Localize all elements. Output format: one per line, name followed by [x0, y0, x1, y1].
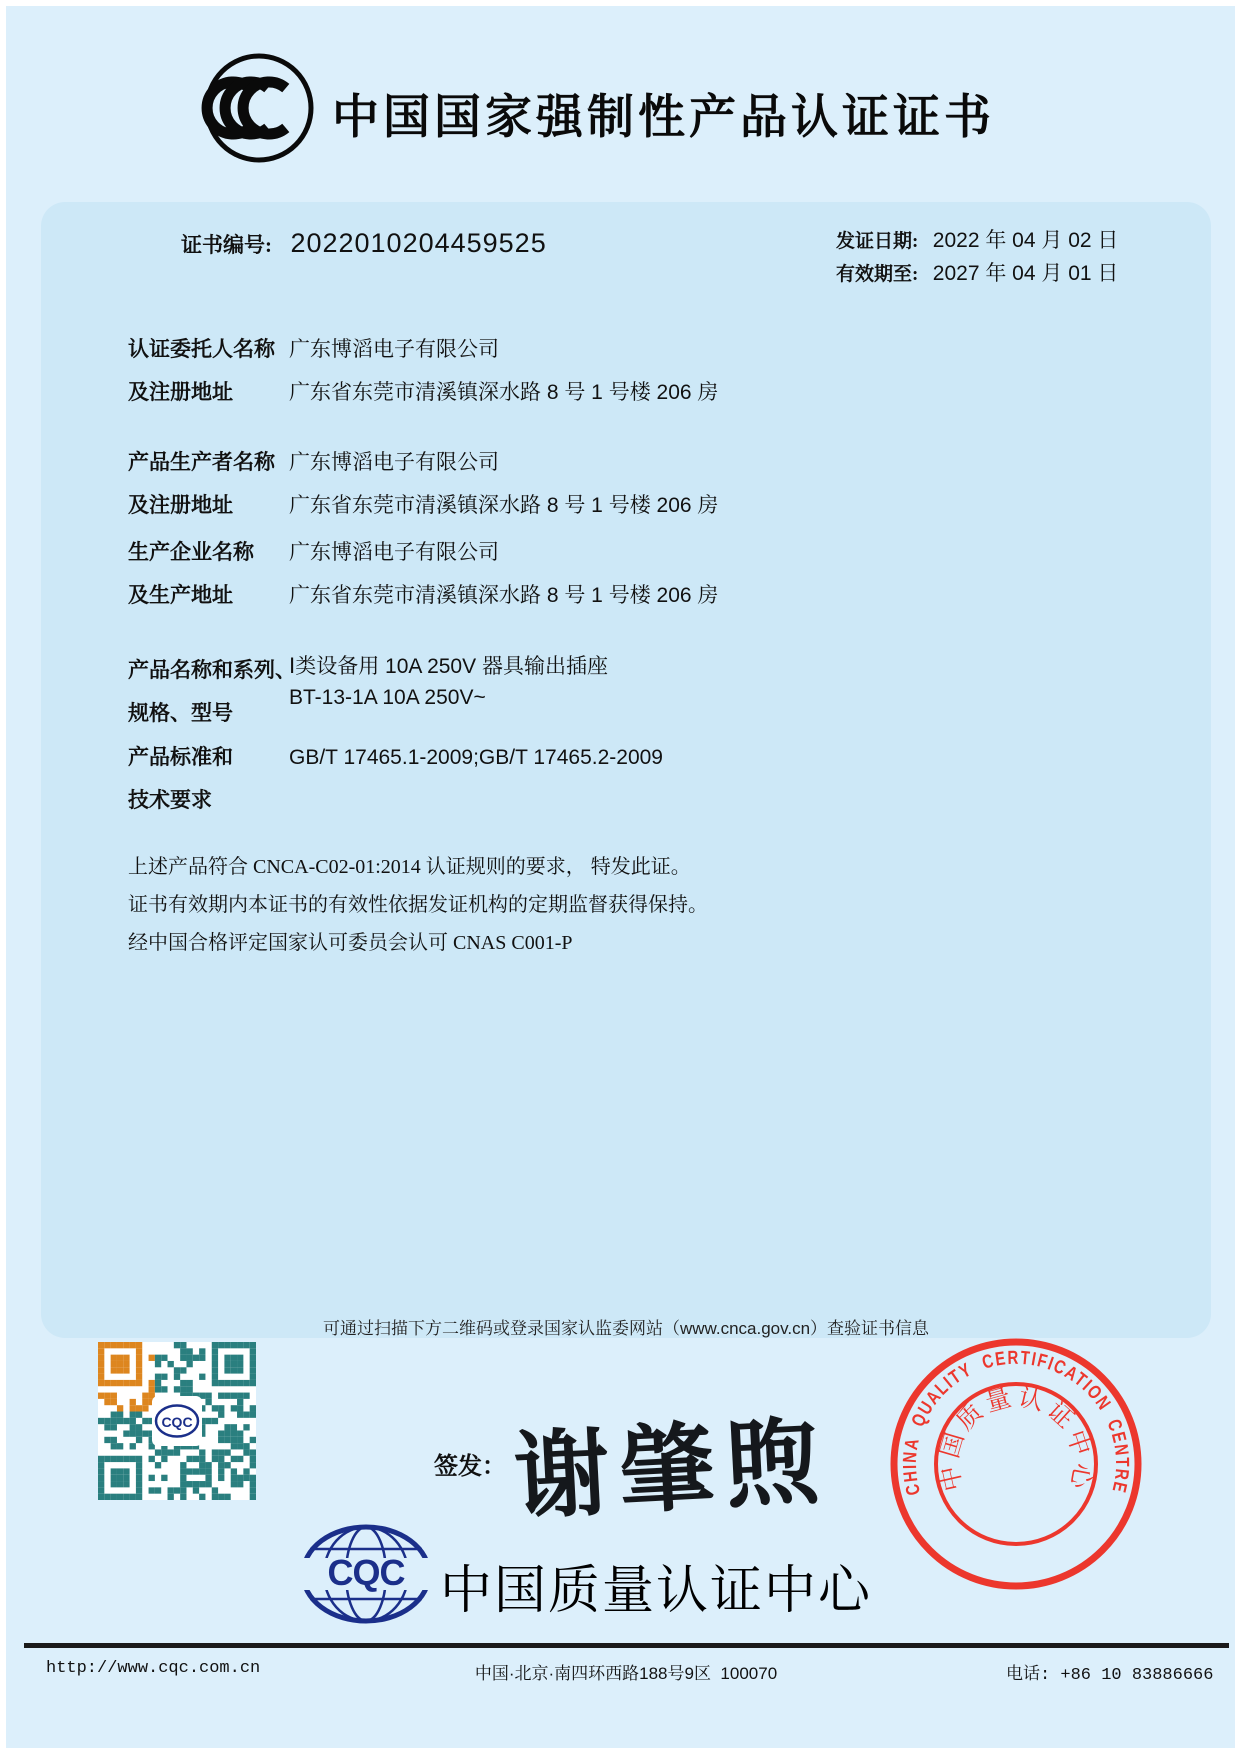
- signer-signature: 谢肇煦: [511, 1408, 832, 1532]
- field-label-line: 产品标准和: [128, 746, 233, 769]
- field-value-line: 广东博滔电子有限公司: [289, 338, 499, 361]
- field-label-line: 认证委托人名称: [128, 338, 275, 361]
- verification-note: 可通过扫描下方二维码或登录国家认监委网站（www.cnca.gov.cn）查验证书信息: [322, 1319, 930, 1338]
- field-applicant-value: [289, 328, 718, 414]
- field-label-line: 技术要求: [128, 789, 212, 812]
- field-standard-value: [289, 736, 663, 779]
- statements: [128, 848, 1088, 962]
- footer-address: 中国·北京·南四环西路188号9区 100070: [474, 1664, 778, 1683]
- field-value-line: GB/T 17465.1-2009;GB/T 17465.2-2009: [289, 746, 663, 769]
- footer-phone: 电话: +86 10 83886666: [1006, 1666, 1214, 1685]
- certificate-number-label: 证书编号:: [181, 233, 272, 257]
- issue-date-label: 发证日期:: [836, 231, 919, 252]
- field-manufacturer-label: [128, 441, 275, 527]
- ccc-logo-icon: [201, 50, 317, 166]
- field-value-line: 广东博滔电子有限公司: [289, 451, 499, 474]
- certificate-number-row: [181, 228, 547, 259]
- field-value-line: Ⅰ类设备用 10A 250V 器具输出插座: [289, 655, 608, 678]
- cqc-red-seal: [876, 1324, 1156, 1604]
- footer-website: http://www.cqc.com.cn: [46, 1659, 261, 1678]
- field-factory-label: [128, 531, 254, 617]
- issuer-name: 中国质量认证中心: [440, 1562, 873, 1620]
- valid-until-label: 有效期至:: [836, 264, 919, 285]
- statement-line: 证书有效期内本证书的有效性依据发证机构的定期监督获得保持。: [128, 894, 708, 916]
- svg-text:中国质量认证中心: [935, 1383, 1097, 1493]
- field-label-line: 及生产地址: [128, 584, 233, 607]
- field-product-value: [289, 651, 608, 713]
- field-factory-value: [289, 531, 718, 617]
- field-value-line: 广东省东莞市清溪镇深水路 8 号 1 号楼 206 房: [289, 584, 719, 607]
- qr-cqc-logo-text: CQC: [161, 1414, 193, 1430]
- field-label-line: 及注册地址: [128, 494, 233, 517]
- seal-outer-text: CHINA QUALITY CERTIFICATION CENTRE: [899, 1347, 1133, 1499]
- valid-until-value: 2027 年 04 月 01 日: [932, 262, 1119, 285]
- field-label-line: 及注册地址: [128, 381, 233, 404]
- field-product-label: [128, 649, 296, 735]
- field-label-line: 生产企业名称: [128, 541, 254, 564]
- field-value-line: 广东省东莞市清溪镇深水路 8 号 1 号楼 206 房: [289, 381, 719, 404]
- footer-divider: [24, 1643, 1229, 1648]
- cqc-globe-icon: [296, 1522, 436, 1626]
- valid-until-row: [836, 257, 1118, 287]
- qr-code: [98, 1342, 256, 1500]
- seal-inner-text: 中国质量认证中心: [935, 1383, 1097, 1494]
- page-title: 中国国家强制性产品认证证书: [332, 90, 995, 143]
- field-manufacturer-value: [289, 441, 718, 527]
- field-value-line: 广东博滔电子有限公司: [289, 541, 499, 564]
- cqc-logo-text: CQC: [327, 1552, 405, 1593]
- issue-date-row: [836, 224, 1118, 254]
- statement-line: 经中国合格评定国家认可委员会认可 CNAS C001-P: [128, 932, 573, 954]
- field-applicant-label: [128, 328, 275, 414]
- certificate-number-value: 2022010204459525: [290, 228, 547, 258]
- field-label-line: 规格、型号: [128, 702, 233, 725]
- statement-line: 上述产品符合 CNCA-C02-01:2014 认证规则的要求， 特发此证。: [128, 856, 691, 878]
- field-label-line: 产品名称和系列、: [128, 659, 296, 682]
- field-standard-label: [128, 736, 233, 822]
- field-label-line: 产品生产者名称: [128, 451, 275, 474]
- field-value-line: 广东省东莞市清溪镇深水路 8 号 1 号楼 206 房: [289, 494, 719, 517]
- signer-label: 签发：: [434, 1454, 506, 1480]
- issue-date-value: 2022 年 04 月 02 日: [932, 229, 1119, 252]
- field-value-line: BT-13-1A 10A 250V~: [289, 686, 486, 709]
